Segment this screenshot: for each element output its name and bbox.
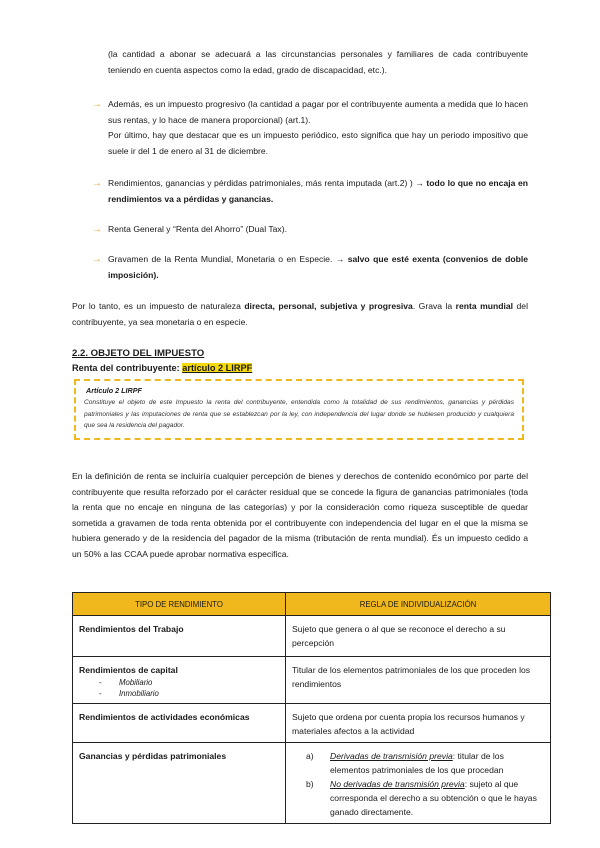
table-row xyxy=(73,743,551,824)
arrow-icon: → xyxy=(92,178,102,189)
bullet-text: Además, es un impuesto progresivo (la cantidad a pagar por el contribuyente aumenta a medida que lo hacen sus rentas, y lo hace de manera proporcional) (art.1). Por último, hay que destacar que es un impuesto periódico, esto significa que hay un periodo impositivo que suele ir del 1 de enero al 31 de diciembre. xyxy=(108,99,528,156)
table-cell-type: Rendimientos del Trabajo xyxy=(73,616,286,657)
table-row xyxy=(73,704,551,743)
table-header: TIPO DE RENDIMIENTO xyxy=(73,593,286,616)
subheading: Renta del contribuyente: artículo 2 LIRPF xyxy=(72,363,253,373)
bullet-rendimientos xyxy=(92,176,528,207)
arrow-icon: → xyxy=(92,99,102,110)
table-cell-type: Ganancias y pérdidas patrimoniales xyxy=(73,743,286,824)
bullet-gravamen xyxy=(92,252,528,283)
table-header: REGLA DE INDIVIDUALIZACIÓN xyxy=(286,593,551,616)
bullet-text: Gravamen de la Renta Mundial, Monetaria o en Especie. → salvo que esté exenta (convenios de doble imposición). xyxy=(108,254,528,280)
body-paragraph: En la definición de renta se incluiría cualquier percepción de bienes y derechos de contenido económico por parte del contribuyente que resulta reforzado por el carácter residual que se concede la figura de ganancias patrimoniales (toda la renta que no encaje en ninguna de las categorías) y por la consideración como riqueza susceptible de quedar sometida a gravamen de toda renta obtenida por el contribuyente con independencia del lugar en el que la misma se hubiera generado y de la residencia del pagador de la misma (tributación de renta mundial). És un impuesto cedido a un 50% a las CCAA puede aprobar normativa especifica. xyxy=(72,471,528,559)
conclusion-paragraph: Por lo tanto, es un impuesto de naturaleza directa, personal, subjetiva y progresiva. Grava la renta mundial del contribuyente, ya sea monetaria o en especie. xyxy=(72,301,528,327)
table-cell-type: Rendimientos de actividades económicas xyxy=(73,704,286,743)
table-row xyxy=(73,657,551,704)
bullet-progresivo xyxy=(92,97,528,159)
article-highlight: artículo 2 LIRPF xyxy=(182,363,253,373)
list-item: - Inmobiliario xyxy=(99,689,159,698)
list-item: - Mobiliario xyxy=(99,678,153,687)
article-quote-box xyxy=(74,379,524,440)
bullet-text: Renta General y “Renta del Ahorro” (Dual Tax). xyxy=(108,224,287,234)
arrow-icon: → xyxy=(92,224,102,235)
table-header-row xyxy=(73,593,551,616)
table-cell-rule xyxy=(286,743,551,824)
gains-rules-list xyxy=(292,749,544,819)
section-heading: 2.2. OBJETO DEL IMPUESTO xyxy=(72,348,205,359)
quote-body: Constituye el objeto de este Impuesto la renta del contribuyente, entendida como la totalidad de sus rendimientos, ganancias y pérdidas patrimoniales y las imputaciones de renta que se establezcan por la ley, con independencia del lugar donde se hubiesen producido y cualquiera que sea la residencia del pagador. xyxy=(84,399,514,429)
list-item: b) No derivadas de transmisión previa: sujeto al que corresponda el derecho a su obtención o que le hayas ganado directamente. xyxy=(306,779,537,817)
list-item: a) Derivadas de transmisión previa: titular de los elementos patrimoniales de los que procedan xyxy=(306,751,504,775)
individualization-table xyxy=(72,592,551,824)
quote-title: Artículo 2 LIRPF xyxy=(86,386,142,395)
intro-continuation: (la cantidad a abonar se adecuará a las circunstancias personales y familiares de cada contribuyente teniendo en cuenta aspectos como la edad, grado de discapacidad, etc.). xyxy=(108,49,528,75)
table-cell-rule: Sujeto que genera o al que se reconoce el derecho a su percepción xyxy=(286,616,551,657)
bullet-renta-general xyxy=(92,222,528,238)
table-cell-rule: Sujeto que ordena por cuenta propia los recursos humanos y materiales afectos a la actividad xyxy=(286,704,551,743)
table-row xyxy=(73,616,551,657)
table-cell-type: Rendimientos de capital - Mobiliario - Inmobiliario xyxy=(73,657,286,704)
table-cell-rule: Titular de los elementos patrimoniales de los que proceden los rendimientos xyxy=(286,657,551,704)
arrow-icon: → xyxy=(92,254,102,265)
bullet-text: Rendimientos, ganancias y pérdidas patrimoniales, más renta imputada (art.2) ) → todo lo que no encaja en rendimientos va a pérdidas y ganancias. xyxy=(108,178,528,204)
capital-sublist xyxy=(79,677,279,699)
